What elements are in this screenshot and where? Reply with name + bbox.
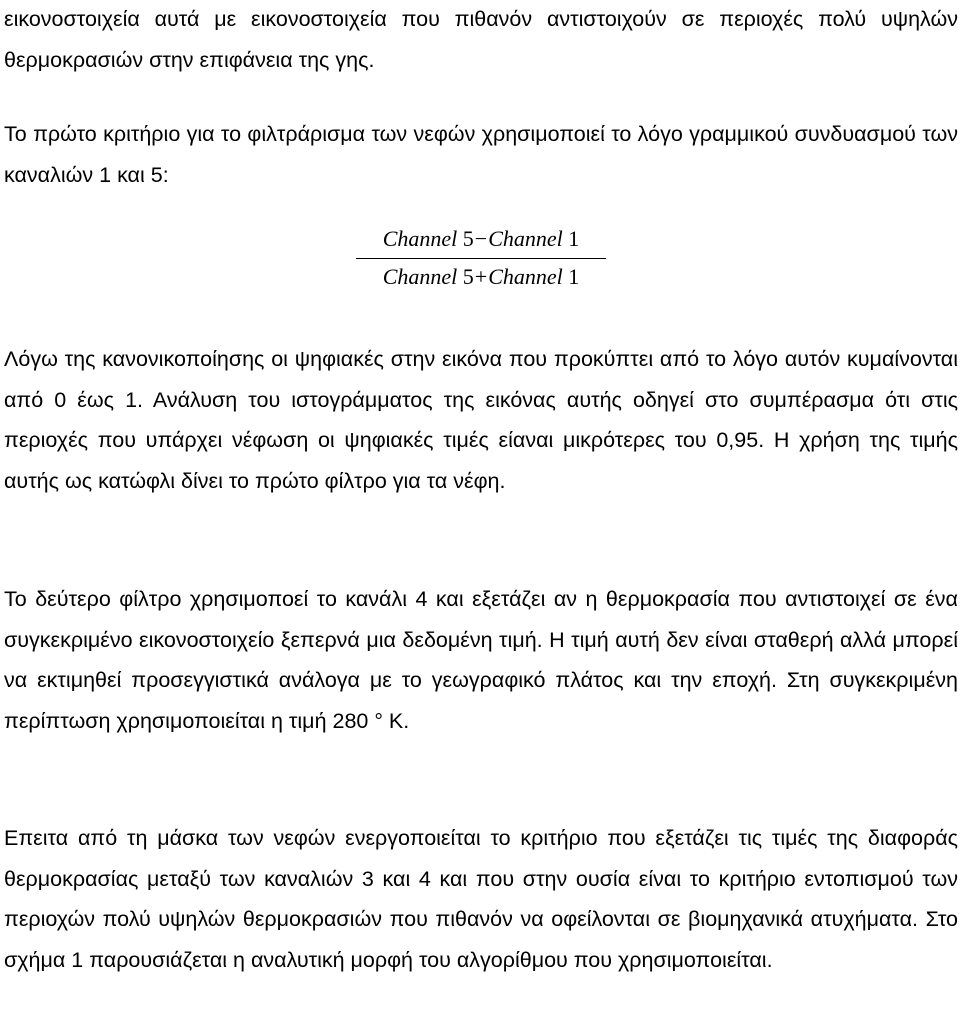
numerator-term-2-number: 1 — [568, 226, 580, 251]
formula-numerator — [356, 223, 606, 259]
numerator-operator: − — [474, 226, 488, 251]
paragraph-detection-criterion: Επειτα από τη μάσκα των νεφών ενεργοποιείται το κριτήριο που εξετάζει τις τιμές της διαφοράς θερμοκρασίας μεταξύ των καναλιών 3 και 4 και που στην ουσία είναι το κριτήριο εντοπισμού των περιοχών πολύ υψηλών θερμοκρασιών που πιθανόν να οφείλονται σε βιομηχανικά ατυχήματα. Στο σχήμα 1 παρουσιάζεται η αναλυτική μορφή του αλγορίθμου που χρησιμοποιείται. — [4, 826, 958, 972]
denominator-term-1-number: 5 — [462, 264, 474, 289]
formula-denominator — [356, 259, 606, 293]
denominator-operator: + — [474, 264, 488, 289]
numerator-term-1-word: Channel — [382, 226, 458, 251]
numerator-term-1-number: 5 — [462, 226, 474, 251]
paragraph-second-filter: Το δεύτερο φίλτρο χρησιμοποεί το κανάλι 4 και εξετάζει αν η θερμοκρασία που αντιστοιχεί σε ένα συγκεκριμένο εικονοστοιχείο ξεπερνά μια δεδομένη τιμή. Η τιμή αυτή δεν είναι σταθερή αλλά μπορεί να εκτιμηθεί προσεγγιστικά ανάλογα με το γεωγραφικό πλάτος και την εποχή. Στη συγκεκριμένη περίπτωση χρησιμοποιείται η τιμή 280 ° K. — [4, 587, 958, 733]
ratio-formula — [356, 223, 606, 293]
denominator-term-1-word: Channel — [382, 264, 458, 289]
numerator-term-2-word: Channel — [488, 226, 563, 251]
denominator-term-2-word: Channel — [488, 264, 563, 289]
paragraph-first-criterion: Το πρώτο κριτήριο για το φιλτράρισμα των νεφών χρησιμοποιεί το λόγο γραμμικού συνδυασμού των καναλιών 1 και 5: — [4, 122, 958, 187]
paragraph-continuation: εικονοστοιχεία αυτά με εικονοστοιχεία που πιθανόν αντιστοιχούν σε περιοχές πολύ υψηλών θερμοκρασιών στην επιφάνεια της γης. — [4, 7, 958, 72]
paragraph-normalization: Λόγω της κανονικοποίησης οι ψηφιακές στην εικόνα που προκύπτει από το λόγο αυτόν κυμαίνονται από 0 έως 1. Ανάλυση του ιστογράμματος της εικόνας αυτής οδηγεί στο συμπέρασμα ότι στις περιοχές που υπάρχει νέφωση οι ψηφιακές τιμές είαναι μικρότερες του 0,95. Η χρήση της τιμής αυτής ως κατώφλι δίνει το πρώτο φίλτρο για τα νέφη. — [4, 347, 958, 493]
denominator-term-2-number: 1 — [568, 264, 580, 289]
